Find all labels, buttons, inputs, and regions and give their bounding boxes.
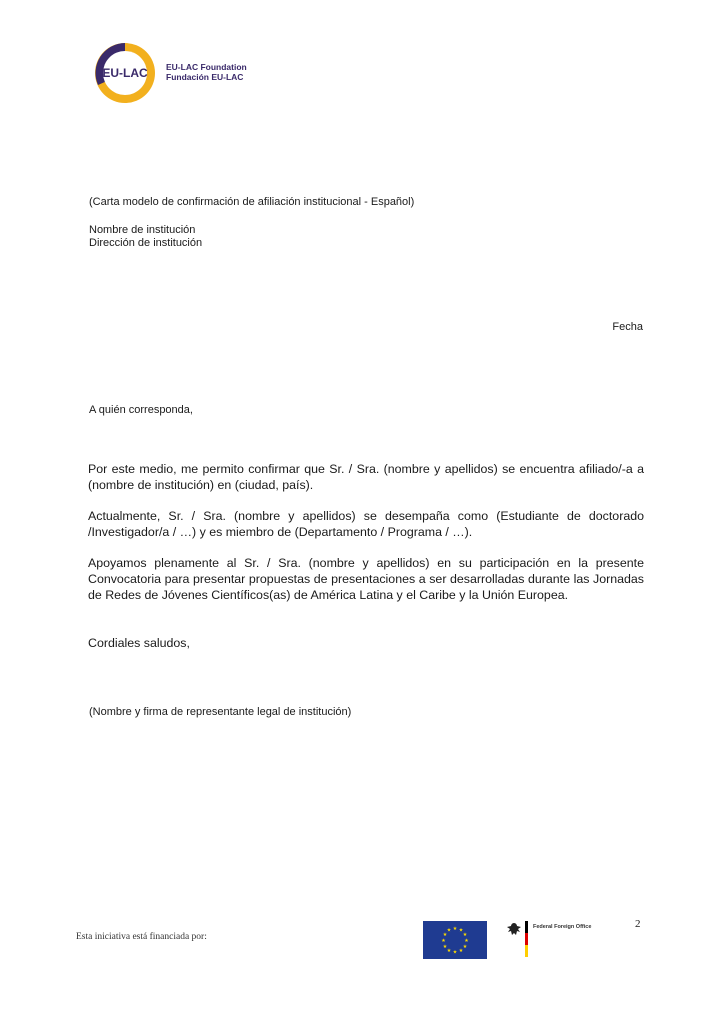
paragraph-support: Apoyamos plenamente al Sr. / Sra. (nombre y apellidos) en su participación en la presente Convocatoria para presentar propuestas de presentaciones a ser desarrolladas durante las Jornadas de Redes de Jóvenes Científicos(as) de América Latina y el Caribe y la Unión Europea. xyxy=(88,556,644,602)
template-note: (Carta modelo de confirmación de afiliación institucional - Español) xyxy=(89,196,415,208)
signature-line: (Nombre y firma de representante legal de institución) xyxy=(89,706,352,718)
svg-text:★: ★ xyxy=(458,927,464,934)
institution-address: Dirección de institución xyxy=(89,237,203,249)
logo-org-names xyxy=(166,62,247,82)
svg-text:★: ★ xyxy=(462,944,468,950)
institution-name: Nombre de institución xyxy=(89,224,196,236)
paragraph-position: Actualmente, Sr. / Sra. (nombre y apellidos) se desempaña como (Estudiante de doctorado /Investigador/a / …) y es miembro de (Departamento / Programa / …). xyxy=(88,509,644,539)
svg-text:★: ★ xyxy=(462,932,468,938)
svg-text:★: ★ xyxy=(464,938,469,944)
svg-text:★: ★ xyxy=(452,949,458,956)
svg-text:★: ★ xyxy=(452,926,458,932)
svg-text:★: ★ xyxy=(446,927,452,934)
svg-text:★: ★ xyxy=(441,938,446,944)
funding-text: Esta iniciativa está financiada por: xyxy=(76,932,207,942)
svg-text:★: ★ xyxy=(442,932,448,938)
letter-date: Fecha xyxy=(612,321,643,333)
svg-text:★: ★ xyxy=(458,948,464,954)
salutation: A quién corresponda, xyxy=(89,404,193,416)
page-number: 2 xyxy=(635,918,641,930)
closing: Cordiales saludos, xyxy=(88,636,190,650)
org-name-es: Fundación EU-LAC xyxy=(166,72,244,82)
eu-lac-logo xyxy=(90,40,160,106)
svg-text:★: ★ xyxy=(442,944,448,950)
paragraph-affiliation: Por este medio, me permito confirmar que Sr. / Sra. (nombre y apellidos) se encuentra afiliado/-a a (nombre de institución) en (ciudad, país). xyxy=(88,462,644,492)
eu-flag-logo xyxy=(423,921,487,959)
german-flag-stripe xyxy=(525,921,528,957)
german-eagle-icon xyxy=(505,921,523,939)
org-name-en: EU-LAC Foundation xyxy=(166,62,247,72)
svg-text:★: ★ xyxy=(446,948,452,954)
logo-badge-text: EU-LAC xyxy=(102,66,148,80)
federal-foreign-office-label: Federal Foreign Office xyxy=(533,924,592,930)
